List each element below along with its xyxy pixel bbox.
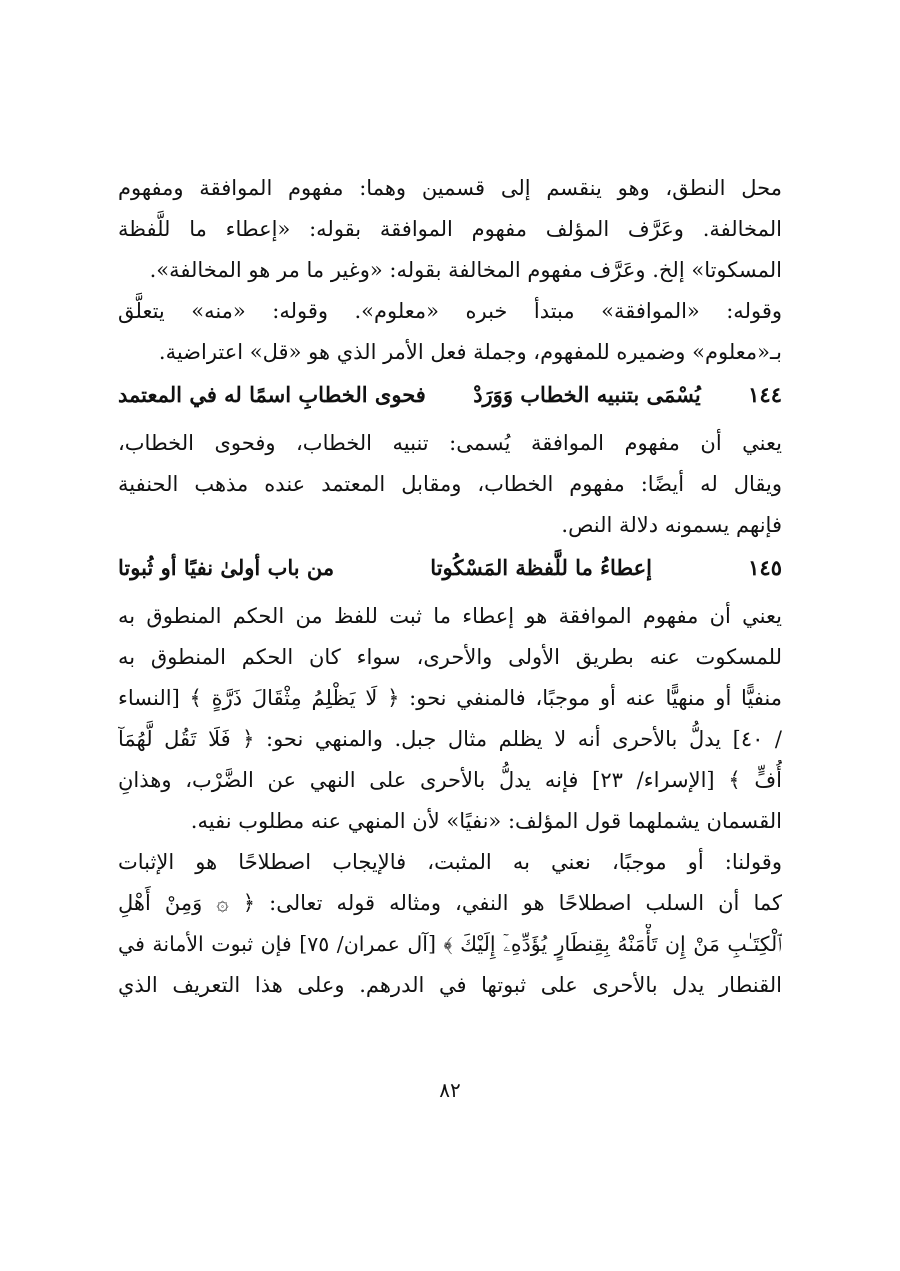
- text-line: ويقال له أيضًا: مفهوم الخطاب، ومقابل المعتمد عنده مذهب الحنفية: [118, 472, 782, 496]
- text-line: / ٤٠] يدلُّ بالأحرى أنه لا يظلم مثال جبل. والمنهي نحو: ﴿ فَلَا تَقُل لَّهُمَآ: [118, 727, 782, 751]
- text-line: يعني أن مفهوم الموافقة هو إعطاء ما ثبت للفظ من الحكم المنطوق به: [118, 604, 782, 628]
- text-line: المسكوتا» إلخ. وعَرَّف مفهوم المخالفة بقوله: «وغير ما مر هو المخالفة».: [149, 258, 782, 282]
- text-line: المخالفة. وعَرَّف المؤلف مفهوم الموافقة بقوله: «إعطاء ما للَّفظة: [118, 217, 782, 241]
- verse-heading-144: [118, 373, 782, 417]
- paragraph-4: [118, 842, 782, 1006]
- verse-first-half: يُسْمَى بتنبيه الخطاب وَوَرَدْ: [473, 382, 701, 407]
- verse-second-half: من باب أولىٰ نفيًا أو ثُبوتا: [118, 555, 335, 580]
- paragraph-1: [118, 168, 782, 373]
- text-line: وقولنا: أو موجبًا، نعني به المثبت، فالإيجاب اصطلاحًا هو الإثبات: [118, 850, 782, 874]
- text-line: فإنهم يسمونه دلالة النص.: [561, 513, 782, 537]
- text-line: يعني أن مفهوم الموافقة يُسمى: تنبيه الخطاب، وفحوى الخطاب،: [118, 431, 782, 455]
- paragraph-2: [118, 423, 782, 546]
- verse-number: ١٤٤: [748, 382, 782, 407]
- text-line: للمسكوت عنه بطريق الأولى والأحرى، سواء كان الحكم المنطوق به: [118, 645, 782, 669]
- verse-number: ١٤٥: [748, 555, 782, 580]
- text-line: منفيًّا أو منهيًّا عنه أو موجبًا، فالمنفي نحو: ﴿ لَا يَظْلِمُ مِثْقَالَ ذَرَّةٍ ﴾ [النساء: [118, 686, 782, 710]
- verse-second-half: فحوى الخطابِ اسمًا له في المعتمد: [118, 382, 426, 407]
- text-line: وقوله: «الموافقة» مبتدأ خبره «معلوم». وقوله: «منه» يتعلَّق: [118, 299, 782, 323]
- text-line: القنطار يدل بالأحرى على ثبوتها في الدرهم. وعلى هذا التعريف الذي: [118, 973, 782, 997]
- text-line: كما أن السلب اصطلاحًا هو النفي، ومثاله قوله تعالى: ﴿ ۞ وَمِنْ أَهْلِ: [118, 891, 782, 915]
- text-line: بـ«معلوم» وضميره للمفهوم، وجملة فعل الأمر الذي هو «قل» اعتراضية.: [158, 340, 782, 364]
- text-line: أُفٍّ ﴾ [الإسراء/ ٢٣] فإنه يدلُّ بالأحرى على النهي عن الضَّرْب، وهذانِ: [118, 768, 782, 792]
- page-number: ٨٢: [439, 1078, 461, 1102]
- text-line: ٱلْكِتَـٰبِ مَنْ إِن تَأْمَنْهُ بِقِنطَارٍ يُؤَدِّهِۦٓ إِلَيْكَ ﴾ [آل عمران/ ٧٥] فإن ثبوت الأمانة في: [118, 932, 782, 956]
- text-line: محل النطق، وهو ينقسم إلى قسمين وهما: مفهوم الموافقة ومفهوم: [118, 176, 782, 200]
- page-body: [118, 168, 782, 1006]
- text-line: القسمان يشملهما قول المؤلف: «نفيًا» لأن المنهي عنه مطلوب نفيه.: [190, 809, 782, 833]
- verse-first-half: إعطاءُ ما للَّفظة المَسْكُوتا: [430, 555, 652, 580]
- paragraph-3: [118, 596, 782, 842]
- verse-heading-145: [118, 546, 782, 590]
